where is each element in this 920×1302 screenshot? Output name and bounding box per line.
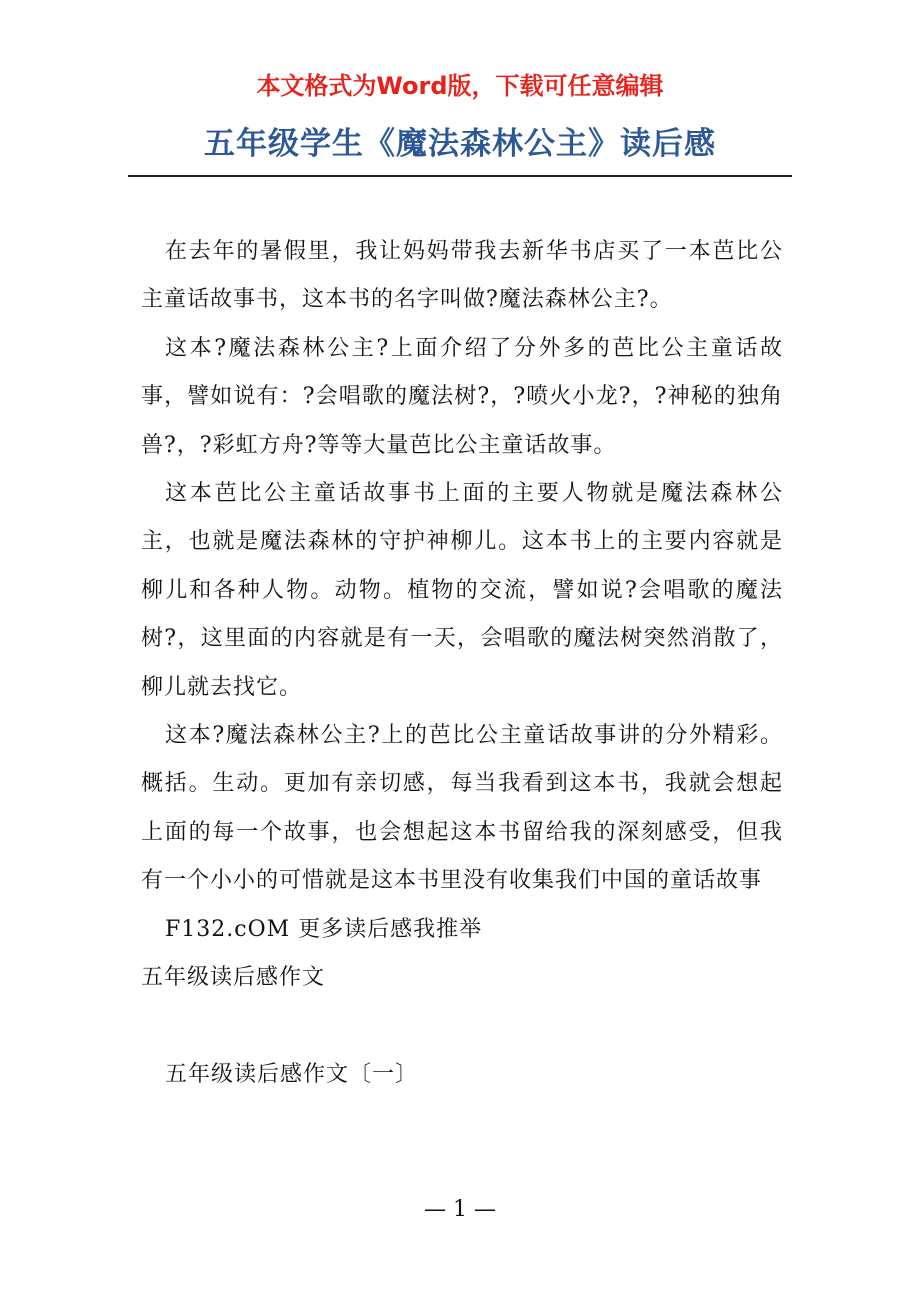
subsection-label: 五年级读后感作文〔一〕 (165, 1061, 419, 1087)
format-banner: 本文格式为Word版，下载可任意编辑 (256, 72, 664, 100)
paragraph-3: 这本芭比公主童话故事书上面的主要人物就是魔法森林公主，也就是魔法森林的守护神柳儿。这本书上的主要内容就是柳儿和各种人物。动物。植物的交流，譬如说?会唱歌的魔法树?，这里面的内容就是有一天，会唱歌的魔法树突然消散了，柳儿就去找它。 (141, 481, 783, 700)
title-underline (128, 175, 792, 177)
paragraph-2: 这本?魔法森林公主?上面介绍了分外多的芭比公主童话故事，譬如说有：?会唱歌的魔法树?，?喷火小龙?，?神秘的独角兽?，?彩虹方舟?等等大量芭比公主童话故事。 (141, 335, 783, 458)
document-body (141, 228, 783, 1099)
page-number: — 1 — (424, 1197, 496, 1222)
blank-line (141, 1003, 783, 1051)
paragraph-4: 这本?魔法森林公主?上的芭比公主童话故事讲的分外精彩。概括。生动。更加有亲切感，每当我看到这本书，我就会想起上面的每一个故事，也会想起这本书留给我的深刻感受，但我有一个小小的可惜就是这本书里没有收集我们中国的童话故事 (141, 723, 783, 894)
paragraph-5: F132.cOM 更多读后感我推举 (165, 916, 483, 942)
document-title: 五年级学生《魔法森林公主》读后感 (204, 126, 716, 162)
paragraph-1: 在去年的暑假里，我让妈妈带我去新华书店买了一本芭比公主童话故事书，这本书的名字叫做?魔法森林公主?。 (141, 239, 783, 313)
section-label: 五年级读后感作文 (141, 965, 326, 991)
